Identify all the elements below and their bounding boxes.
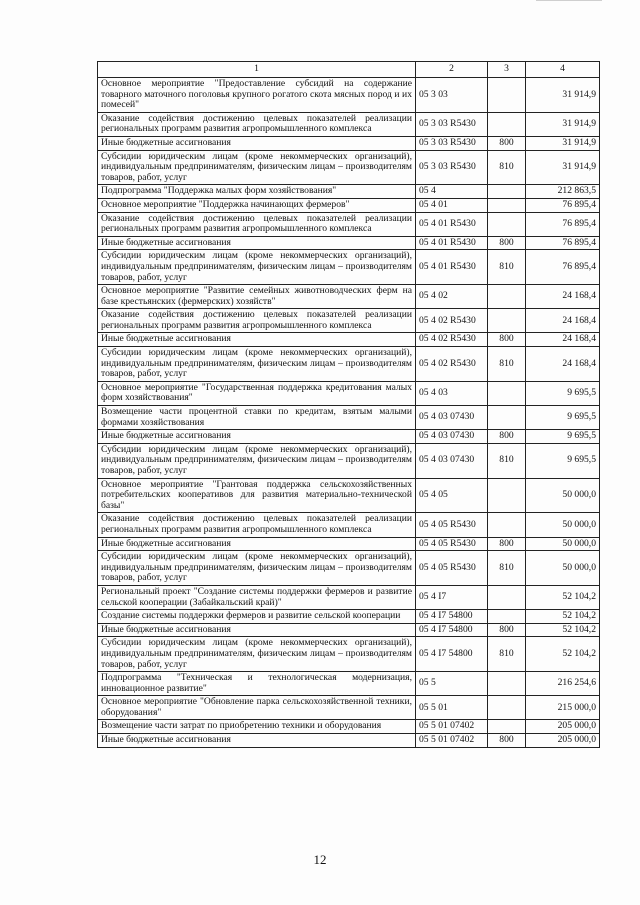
row-expense-type-cell xyxy=(488,406,526,430)
row-amount-cell: 52 104,2 xyxy=(526,585,600,609)
row-name-cell: Оказание содействия достижению целевых показателей реализации региональных программ развития агропромышленного комплекса xyxy=(98,513,416,537)
row-name-cell: Основное мероприятие "Поддержка начинающих фермеров" xyxy=(98,198,416,212)
column-header-3: 3 xyxy=(488,62,526,78)
row-name-cell: Возмещение части процентной ставки по кредитам, взятым малыми формами хозяйствования xyxy=(98,406,416,430)
row-name-cell: Иные бюджетные ассигнования xyxy=(98,236,416,250)
table-row xyxy=(98,478,600,513)
table-row xyxy=(98,610,600,624)
row-amount-cell: 76 895,4 xyxy=(526,198,600,212)
row-name-cell: Оказание содействия достижению целевых показателей реализации региональных программ развития агропромышленного комплекса xyxy=(98,309,416,333)
row-amount-cell: 50 000,0 xyxy=(526,513,600,537)
row-expense-type-cell: 800 xyxy=(488,236,526,250)
row-name-cell: Субсидии юридическим лицам (кроме некоммерческих организаций), индивидуальным предпринимателям, физическим лицам – производителям товаров, работ, услуг xyxy=(98,250,416,285)
row-code-cell: 05 4 I7 54800 xyxy=(416,623,488,637)
row-code-cell: 05 4 02 xyxy=(416,285,488,309)
column-header-1: 1 xyxy=(98,62,416,78)
row-amount-cell: 76 895,4 xyxy=(526,212,600,236)
row-code-cell: 05 4 03 xyxy=(416,381,488,405)
row-expense-type-cell xyxy=(488,513,526,537)
table-row xyxy=(98,198,600,212)
row-code-cell: 05 3 03 xyxy=(416,78,488,113)
row-code-cell: 05 4 02 R5430 xyxy=(416,347,488,382)
row-name-cell: Субсидии юридическим лицам (кроме некоммерческих организаций), индивидуальным предпринимателям, физическим лицам – производителям товаров, работ, услуг xyxy=(98,551,416,586)
row-name-cell: Иные бюджетные ассигнования xyxy=(98,430,416,444)
row-amount-cell: 215 000,0 xyxy=(526,696,600,720)
row-amount-cell: 9 695,5 xyxy=(526,443,600,478)
row-amount-cell: 52 104,2 xyxy=(526,623,600,637)
table-row xyxy=(98,551,600,586)
table-row xyxy=(98,430,600,444)
row-expense-type-cell: 800 xyxy=(488,734,526,748)
row-amount-cell: 52 104,2 xyxy=(526,637,600,672)
row-name-cell: Создание системы поддержки фермеров и развитие сельской кооперации xyxy=(98,610,416,624)
row-name-cell: Основное мероприятие "Государственная поддержка кредитования малых форм хозяйствования" xyxy=(98,381,416,405)
row-amount-cell: 52 104,2 xyxy=(526,610,600,624)
row-code-cell: 05 4 05 R5430 xyxy=(416,537,488,551)
row-expense-type-cell xyxy=(488,112,526,136)
row-amount-cell: 50 000,0 xyxy=(526,551,600,586)
row-code-cell: 05 4 02 R5430 xyxy=(416,309,488,333)
row-name-cell: Подпрограмма "Техническая и технологическая модернизация, инновационное развитие" xyxy=(98,672,416,696)
table-row xyxy=(98,185,600,199)
row-expense-type-cell xyxy=(488,478,526,513)
row-amount-cell: 24 168,4 xyxy=(526,285,600,309)
row-name-cell: Иные бюджетные ассигнования xyxy=(98,623,416,637)
table-row xyxy=(98,513,600,537)
row-code-cell: 05 3 03 R5430 xyxy=(416,136,488,150)
row-code-cell: 05 5 01 07402 xyxy=(416,720,488,734)
table-row xyxy=(98,734,600,748)
row-expense-type-cell: 810 xyxy=(488,443,526,478)
table-row xyxy=(98,585,600,609)
row-code-cell: 05 4 I7 54800 xyxy=(416,610,488,624)
row-code-cell: 05 4 05 R5430 xyxy=(416,551,488,586)
row-expense-type-cell xyxy=(488,696,526,720)
row-code-cell: 05 4 01 xyxy=(416,198,488,212)
table-row xyxy=(98,406,600,430)
row-amount-cell: 24 168,4 xyxy=(526,309,600,333)
row-amount-cell: 31 914,9 xyxy=(526,78,600,113)
row-name-cell: Субсидии юридическим лицам (кроме некоммерческих организаций), индивидуальным предпринимателям, физическим лицам – производителям товаров, работ, услуг xyxy=(98,637,416,672)
row-amount-cell: 50 000,0 xyxy=(526,537,600,551)
row-name-cell: Субсидии юридическим лицам (кроме некоммерческих организаций), индивидуальным предпринимателям, физическим лицам – производителям товаров, работ, услуг xyxy=(98,347,416,382)
row-name-cell: Иные бюджетные ассигнования xyxy=(98,734,416,748)
row-code-cell: 05 5 xyxy=(416,672,488,696)
row-name-cell: Основное мероприятие "Предоставление субсидий на содержание товарного маточного поголовья крупного рогатого скота мясных пород и их помесей" xyxy=(98,78,416,113)
row-amount-cell: 31 914,9 xyxy=(526,150,600,185)
row-expense-type-cell xyxy=(488,381,526,405)
row-name-cell: Основное мероприятие "Развитие семейных животноводческих ферм на базе крестьянских (фермерских) хозяйств" xyxy=(98,285,416,309)
table-row xyxy=(98,250,600,285)
table-row xyxy=(98,78,600,113)
row-expense-type-cell: 810 xyxy=(488,150,526,185)
scan-artifact-line xyxy=(536,0,602,1)
row-name-cell: Основное мероприятие "Обновление парка сельскохозяйственной техники, оборудования" xyxy=(98,696,416,720)
row-code-cell: 05 4 xyxy=(416,185,488,199)
row-code-cell: 05 4 01 R5430 xyxy=(416,212,488,236)
row-code-cell: 05 3 03 R5430 xyxy=(416,112,488,136)
row-amount-cell: 216 254,6 xyxy=(526,672,600,696)
table-row xyxy=(98,309,600,333)
table-row xyxy=(98,623,600,637)
row-amount-cell: 24 168,4 xyxy=(526,347,600,382)
row-amount-cell: 24 168,4 xyxy=(526,333,600,347)
table-row xyxy=(98,672,600,696)
row-expense-type-cell: 800 xyxy=(488,623,526,637)
row-code-cell: 05 4 05 xyxy=(416,478,488,513)
row-expense-type-cell: 810 xyxy=(488,250,526,285)
table-body xyxy=(98,78,600,748)
row-code-cell: 05 5 01 xyxy=(416,696,488,720)
row-expense-type-cell xyxy=(488,309,526,333)
column-header-4: 4 xyxy=(526,62,600,78)
table-row xyxy=(98,212,600,236)
row-expense-type-cell: 810 xyxy=(488,551,526,586)
row-name-cell: Региональный проект "Создание системы поддержки фермеров и развитие сельской кооперации (Забайкальский край)" xyxy=(98,585,416,609)
row-expense-type-cell xyxy=(488,198,526,212)
row-expense-type-cell xyxy=(488,610,526,624)
row-code-cell: 05 4 01 R5430 xyxy=(416,250,488,285)
table-row xyxy=(98,150,600,185)
row-code-cell: 05 4 01 R5430 xyxy=(416,236,488,250)
row-code-cell: 05 4 I7 xyxy=(416,585,488,609)
table-row xyxy=(98,381,600,405)
table-row xyxy=(98,236,600,250)
row-expense-type-cell xyxy=(488,185,526,199)
row-amount-cell: 9 695,5 xyxy=(526,430,600,444)
row-name-cell: Иные бюджетные ассигнования xyxy=(98,136,416,150)
row-amount-cell: 212 863,5 xyxy=(526,185,600,199)
row-name-cell: Оказание содействия достижению целевых показателей реализации региональных программ развития агропромышленного комплекса xyxy=(98,212,416,236)
row-code-cell: 05 4 I7 54800 xyxy=(416,637,488,672)
row-amount-cell: 9 695,5 xyxy=(526,406,600,430)
table-header-row xyxy=(98,62,600,78)
row-name-cell: Основное мероприятие "Грантовая поддержка сельскохозяйственных потребительских кооперативов для развития материально-технической базы" xyxy=(98,478,416,513)
row-amount-cell: 31 914,9 xyxy=(526,136,600,150)
row-code-cell: 05 4 02 R5430 xyxy=(416,333,488,347)
row-expense-type-cell xyxy=(488,212,526,236)
table-row xyxy=(98,112,600,136)
row-name-cell: Возмещение части затрат по приобретению техники и оборудования xyxy=(98,720,416,734)
row-amount-cell: 205 000,0 xyxy=(526,720,600,734)
table-row xyxy=(98,347,600,382)
page-number: 12 xyxy=(313,852,327,867)
row-code-cell: 05 4 03 07430 xyxy=(416,430,488,444)
row-name-cell: Субсидии юридическим лицам (кроме некоммерческих организаций), индивидуальным предпринимателям, физическим лицам – производителям товаров, работ, услуг xyxy=(98,443,416,478)
row-expense-type-cell: 800 xyxy=(488,430,526,444)
row-expense-type-cell: 800 xyxy=(488,333,526,347)
row-expense-type-cell xyxy=(488,285,526,309)
table-row xyxy=(98,637,600,672)
table-row xyxy=(98,443,600,478)
row-name-cell: Оказание содействия достижению целевых показателей реализации региональных программ развития агропромышленного комплекса xyxy=(98,112,416,136)
row-code-cell: 05 5 01 07402 xyxy=(416,734,488,748)
table-row xyxy=(98,285,600,309)
row-amount-cell: 76 895,4 xyxy=(526,236,600,250)
row-code-cell: 05 4 05 R5430 xyxy=(416,513,488,537)
row-expense-type-cell: 800 xyxy=(488,136,526,150)
row-name-cell: Субсидии юридическим лицам (кроме некоммерческих организаций), индивидуальным предпринимателям, физическим лицам – производителям товаров, работ, услуг xyxy=(98,150,416,185)
table-row xyxy=(98,696,600,720)
row-expense-type-cell xyxy=(488,672,526,696)
row-expense-type-cell: 800 xyxy=(488,537,526,551)
row-expense-type-cell: 810 xyxy=(488,347,526,382)
row-amount-cell: 50 000,0 xyxy=(526,478,600,513)
row-code-cell: 05 4 03 07430 xyxy=(416,443,488,478)
row-expense-type-cell xyxy=(488,78,526,113)
row-name-cell: Подпрограмма "Поддержка малых форм хозяйствования" xyxy=(98,185,416,199)
table-row xyxy=(98,720,600,734)
row-name-cell: Иные бюджетные ассигнования xyxy=(98,333,416,347)
row-amount-cell: 9 695,5 xyxy=(526,381,600,405)
column-header-2: 2 xyxy=(416,62,488,78)
table-row xyxy=(98,136,600,150)
row-amount-cell: 205 000,0 xyxy=(526,734,600,748)
table-row xyxy=(98,333,600,347)
table-row xyxy=(98,537,600,551)
row-expense-type-cell: 810 xyxy=(488,637,526,672)
row-name-cell: Иные бюджетные ассигнования xyxy=(98,537,416,551)
row-amount-cell: 31 914,9 xyxy=(526,112,600,136)
row-amount-cell: 76 895,4 xyxy=(526,250,600,285)
budget-table xyxy=(97,61,600,748)
row-code-cell: 05 4 03 07430 xyxy=(416,406,488,430)
row-expense-type-cell xyxy=(488,585,526,609)
row-code-cell: 05 3 03 R5430 xyxy=(416,150,488,185)
row-expense-type-cell xyxy=(488,720,526,734)
